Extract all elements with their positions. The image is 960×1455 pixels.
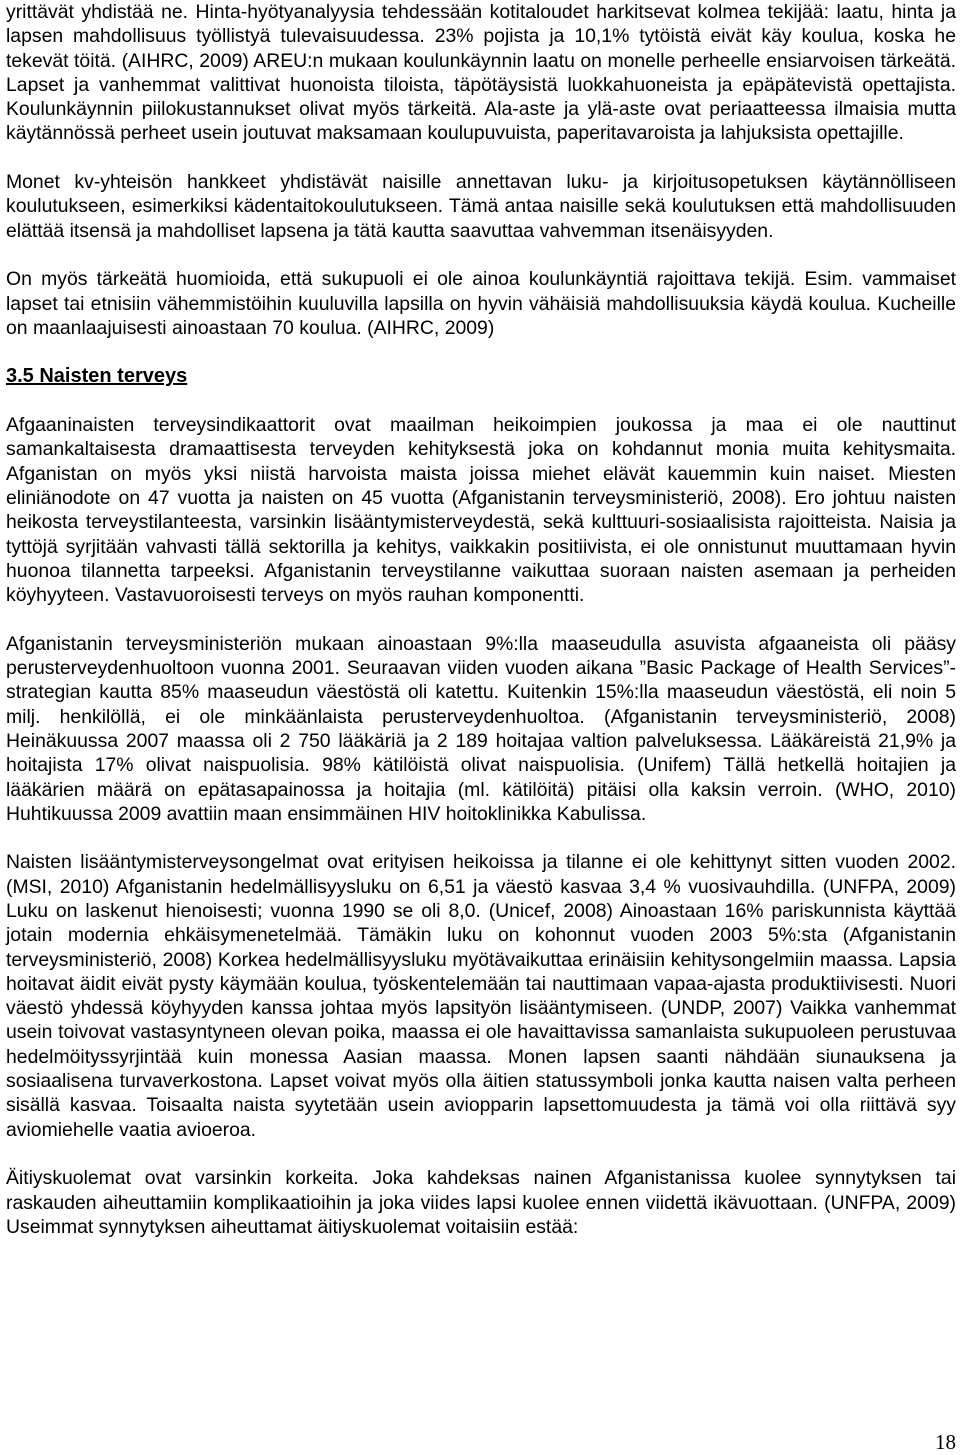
document-page (6, 0, 956, 1239)
section-heading-text: 3.5 Naisten terveys (6, 365, 188, 388)
paragraph-other-barriers: On myös tärkeätä huomioida, että sukupuoli ei ole ainoa koulunkäyntiä rajoittava tekijä. Esim. vammaiset lapset tai etnisiin vähemmistöihin kuuluvilla lapsilla on hyvin vähäisiä mahdollisuuksia käydä koulua. Kucheille on maanlaajuisesti ainoastaan 70 koulua. (AIHRC, 2009) (6, 268, 956, 339)
paragraph-health-services: Afganistanin terveysministeriön mukaan ainoastaan 9%:lla maaseudulla asuvista afgaaneista oli pääsy perusterveydenhuoltoon vuonna 2001. Seuraavan viiden vuoden aikana ”Basic Package of Health Services”-strategian kautta 85% maaseudun väestöstä oli katettu. Kuitenkin 15%:lla maaseudun väestöstä, eli noin 5 milj. henkilöllä, ei ole minkäänlaista perusterveydenhuoltoa. (Afganistanin terveysministeriö, 2008) Heinäkuussa 2007 maassa oli 2 750 lääkäriä ja 2 189 hoitajaa valtion palveluksessa. Lääkäreistä 21,9% ja hoitajista 17% olivat naispuolisia. 98% kätilöistä olivat naispuolisia. (Unifem) Tällä hetkellä hoitajien ja lääkärien määrä on epätasapainossa ja hoitajia (ml. kätilöitä) pitäisi olla kaksin verroin. (WHO, 2010) Huhtikuussa 2009 avattiin maan ensimmäinen HIV hoitoklinikka Kabulissa. (6, 632, 956, 825)
section-heading (6, 364, 956, 388)
paragraph-literacy-projects: Monet kv-yhteisön hankkeet yhdistävät naisille annettavan luku- ja kirjoitusopetuksen käytännölliseen koulutukseen, esimerkiksi kädentaitokoulutukseen. Tämä antaa naisille sekä koulutuksen että mahdollisuuden elättää itsensä ja mahdolliset lapsena ja tätä kautta saavuttaa vahvemman itsenäisyyden. (6, 171, 956, 242)
paragraph-maternal-mortality: Äitiyskuolemat ovat varsinkin korkeita. Joka kahdeksas nainen Afganistanissa kuolee synnytyksen tai raskauden aiheuttamiin komplikaatioihin ja joka viides lapsi kuolee ennen viidettä ikävuottaan. (UNFPA, 2009) Useimmat synnytyksen aiheuttamat äitiyskuolemat voitaisiin estää: (6, 1167, 956, 1238)
paragraph-education-costs: yrittävät yhdistää ne. Hinta-hyötyanalyysia tehdessään kotitaloudet harkitsevat kolmea tekijää: laatu, hinta ja lapsen mahdollisuus työllistyä tulevaisuudessa. 23% pojista ja 10,1% tytöistä eivät käy koulua, koska he tekevät töitä. (AIHRC, 2009) AREU:n mukaan koulunkäynnin laatu on monelle perheelle ensiarvoisen tärkeätä. Lapset ja vanhemmat valittivat huonoista tiloista, täpötäysistä luokkahuoneista ja epäpätevistä opettajista. Koulunkäynnin piilokustannukset olivat myös tärkeitä. Ala-aste ja ylä-aste ovat periaatteessa ilmaisia mutta käytännössä perheet usein joutuvat maksamaan koulupuvuista, paperitavaroista ja lahjuksista opettajille. (6, 1, 956, 145)
paragraph-reproductive-health: Naisten lisääntymisterveysongelmat ovat erityisen heikoissa ja tilanne ei ole kehittynyt sitten vuoden 2002. (MSI, 2010) Afganistanin hedelmällisyysluku on 6,51 ja väestö kasvaa 3,4 % vuosivauhdilla. (UNFPA, 2009) Luku on laskenut hienoisesti; vuonna 1990 se oli 8,0. (Unicef, 2008) Ainoastaan 16% pariskunnista käyttää jotain modernia ehkäisymenetelmää. Tämäkin luku on kohonnut vuoden 2003 5%:sta (Afganistanin terveysministeriö, 2008) Korkea hedelmällisyysluku myötävaikuttaa erinäisiin kehitysongelmiin maassa. Lapsia hoitavat äidit eivät pysty käymään koulua, työskentelemään tai nauttimaan vapaa-ajasta produktiivisesti. Nuori väestö yhdessä köyhyyden kanssa johtaa myös lapsityön lisääntymiseen. (UNDP, 2007) Vaikka vanhemmat usein toivovat vastasyntyneen olevan poika, maassa ei ole havaittavissa samanlaista sukupuoleen perustuvaa hedelmöityssyrjintää kuin monessa Aasian maassa. Monen lapsen saanti nähdään siunauksena ja sosiaalisena turvaverkostona. Lapset voivat myös olla äitien statussymboli jonka kautta naisen valta perheen sisällä kasvaa. Toisaalta naista syytetään usein aviopparin lapsettomuudesta ja tämä voi olla riittävä syy aviomiehelle vaatia avioeroa. (6, 851, 956, 1141)
page-number: 18 (935, 1430, 956, 1454)
paragraph-health-indicators: Afgaaninaisten terveysindikaattorit ovat maailman heikoimpien joukossa ja maa ei ole nauttinut samankaltaisesta dramaattisesta terveyden kehityksestä joka on kohdannut monia muita kehitysmaita. Afganistan on myös yksi niistä harvoista maista joissa miehet elävät kauemmin kuin naiset. Miesten eliniänodote on 47 vuotta ja naisten on 45 vuotta (Afganistanin terveysministeriö, 2008). Ero johtuu naisten heikosta terveystilanteesta, varsinkin lisääntymisterveydestä, sekä kulttuuri-sosiaalisista rajoitteista. Naisia ja tyttöjä syrjitään vahvasti tällä sektorilla ja kehitys, vaikkakin positiivista, ei ole onnistunut muuttamaan hyvin huonoa tilannetta tarpeeksi. Afganistanin terveystilanne vaikuttaa suoraan naisten asemaan ja perheiden köyhyyteen. Vastavuoroisesti terveys on myös rauhan komponentti. (6, 414, 956, 607)
